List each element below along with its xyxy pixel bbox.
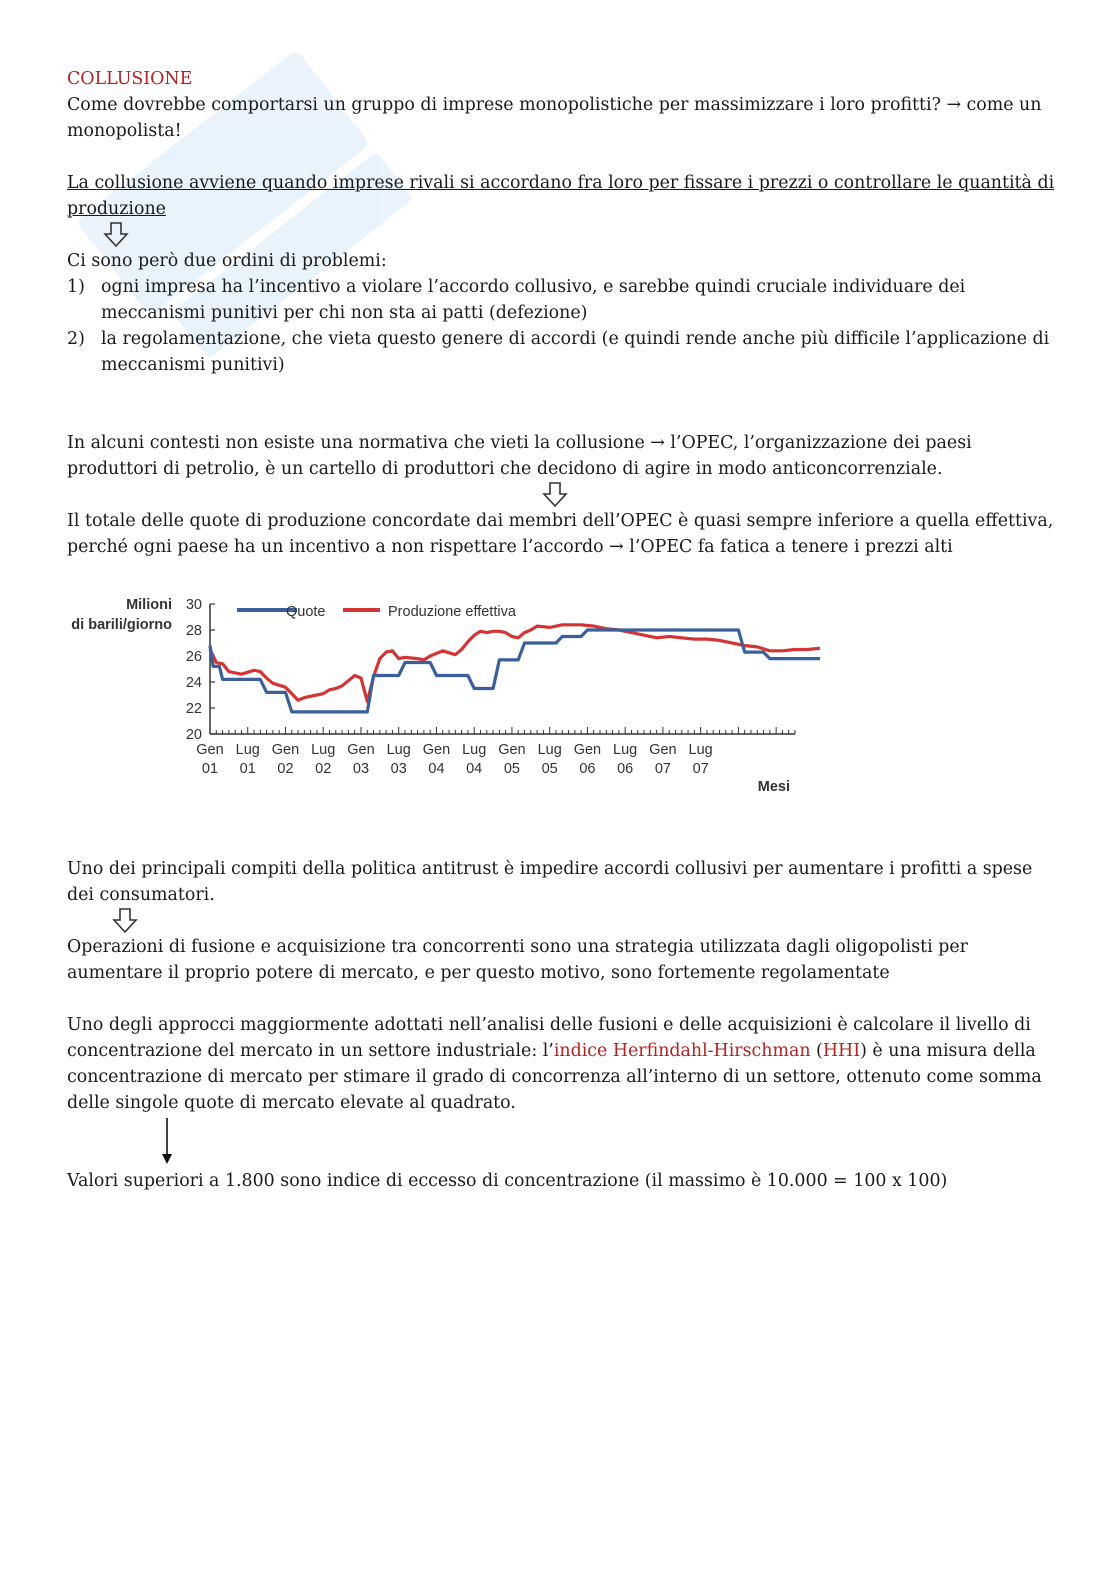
y-tick-label: 20 — [185, 727, 202, 743]
hhi-line-2-a: concentrazione del mercato in un settore industriale: l’ — [67, 1041, 554, 1061]
y-tick-label: 28 — [185, 623, 202, 639]
chart-series — [210, 625, 820, 712]
intro-line-1: Come dovrebbe comportarsi un gruppo di imprese monopolistiche per massimizzare i loro profitti? → come un — [67, 95, 1042, 115]
x-tick-label-year: 04 — [466, 761, 483, 777]
section-heading: COLLUSIONE — [67, 69, 193, 89]
antitrust-line-2: dei consumatori. — [67, 885, 215, 905]
y-tick-label: 30 — [185, 597, 202, 613]
x-tick-label-month: Lug — [386, 742, 411, 758]
x-tick-label-year: 01 — [239, 761, 256, 777]
problem-2-line-2: meccanismi punitivi) — [101, 355, 285, 375]
hollow-down-arrow-icon — [103, 222, 129, 248]
opec-quota-chart — [60, 586, 820, 801]
x-tick-label-year: 07 — [654, 761, 671, 777]
quotas-line-1: Il totale delle quote di produzione concordate dai membri dell’OPEC è quasi sempre inferiore a quella effettiva, — [67, 511, 1054, 531]
hhi-line-3: concentrazione di mercato per stimare il grado di concorrenza all’interno di un settore, ottenuto come somma — [67, 1067, 1042, 1087]
x-tick-label-month: Lug — [688, 742, 713, 758]
antitrust-line-1: Uno dei principali compiti della politica antitrust è impedire accordi collusivi per aumentare i profitti a spese — [67, 859, 1033, 879]
problem-number-1: 1) — [67, 277, 85, 297]
x-tick-label-year: 01 — [201, 761, 219, 777]
y-axis-label-line-2: di barili/giorno — [71, 617, 172, 633]
x-tick-label-year: 06 — [617, 761, 634, 777]
x-tick-label-year: 06 — [579, 761, 596, 777]
hollow-down-arrow-icon — [112, 908, 138, 934]
legend-label-produzione: Produzione effettiva — [388, 604, 516, 620]
thin-down-arrow-icon — [159, 1118, 175, 1166]
x-tick-label-month: Lug — [613, 742, 638, 758]
hhi-line-2 — [67, 1038, 1036, 1064]
x-tick-label-year: 02 — [277, 761, 294, 777]
x-tick-label-year: 07 — [692, 761, 709, 777]
hhi-line-2-c: ) è una misura della — [860, 1041, 1036, 1061]
hhi-line-1: Uno degli approcci maggiormente adottati nell’analisi delle fusioni e delle acquisizioni è calcolare il livello di — [67, 1015, 1031, 1035]
x-tick-label-year: 03 — [390, 761, 407, 777]
x-tick-label-year: 04 — [428, 761, 445, 777]
problem-number-2: 2) — [67, 329, 85, 349]
x-tick-label-month: Gen — [271, 742, 300, 758]
x-tick-label-month: Gen — [196, 742, 224, 758]
quotas-line-2: perché ogni paese ha un incentivo a non rispettare l’accordo → l’OPEC fa fatica a tenere i prezzi alti — [67, 537, 953, 557]
mergers-line-2: aumentare il proprio potere di mercato, e per questo motivo, sono fortemente regolamentate — [67, 963, 890, 983]
hhi-abbreviation: HHI — [822, 1041, 861, 1061]
opec-line-2: produttori di petrolio, è un cartello di produttori che decidono di agire in modo anticoncorrenziale. — [67, 459, 943, 479]
definition-line-2: produzione — [67, 199, 166, 219]
threshold-text: Valori superiori a 1.800 sono indice di eccesso di concentrazione (il massimo è 10.000 = 100 x 100) — [67, 1171, 948, 1191]
mergers-line-1: Operazioni di fusione e acquisizione tra concorrenti sono una strategia utilizzata dagli oligopolisti per — [67, 937, 968, 957]
x-tick-label-month: Gen — [498, 742, 526, 758]
x-tick-label-month: Gen — [422, 742, 451, 758]
legend-label-quote: Quote — [286, 604, 326, 620]
problem-1-line-2: meccanismi punitivi per chi non sta ai patti (defezione) — [101, 303, 588, 323]
opec-line-1: In alcuni contesti non esiste una normativa che vieti la collusione → l’OPEC, l’organizzazione dei paesi — [67, 433, 972, 453]
series-line-produzione — [210, 625, 820, 702]
problem-item-1 — [67, 274, 1047, 326]
x-tick-label-month: Lug — [537, 742, 562, 758]
hhi-line-2-b: ( — [810, 1041, 823, 1061]
y-tick-label: 26 — [185, 649, 202, 665]
problem-1-line-1: ogni impresa ha l’incentivo a violare l’accordo collusivo, e sarebbe quindi cruciale individuare dei — [101, 277, 966, 297]
problems-intro: Ci sono però due ordini di problemi: — [67, 251, 387, 271]
hollow-down-arrow-icon — [542, 482, 568, 508]
y-tick-label: 22 — [185, 701, 202, 717]
hhi-line-4: delle singole quote di mercato elevate al quadrato. — [67, 1093, 516, 1113]
x-tick-label-month: Gen — [347, 742, 375, 758]
x-tick-label-month: Gen — [573, 742, 602, 758]
x-tick-label-year: 05 — [503, 761, 521, 777]
y-axis-label-line-1: Milioni — [126, 597, 172, 613]
x-tick-label-month: Gen — [649, 742, 677, 758]
definition-line-1: La collusione avviene quando imprese rivali si accordano fra loro per fissare i prezzi o controllare le quantità di — [67, 173, 1055, 193]
x-tick-label-month: Lug — [235, 742, 260, 758]
problem-2-line-1: la regolamentazione, che vieta questo genere di accordi (e quindi rende anche più difficile l’applicazione di — [101, 329, 1050, 349]
x-tick-label-month: Lug — [311, 742, 336, 758]
x-tick-label-month: Lug — [462, 742, 487, 758]
intro-line-2: monopolista! — [67, 121, 182, 141]
x-tick-label-year: 03 — [352, 761, 370, 777]
hhi-term: indice Herfindahl-Hirschman — [553, 1041, 811, 1061]
y-tick-label: 24 — [185, 675, 202, 691]
x-tick-label-year: 05 — [541, 761, 558, 777]
x-tick-label-year: 02 — [315, 761, 332, 777]
problem-item-2 — [67, 326, 1050, 378]
x-axis-label: Mesi — [757, 779, 790, 795]
